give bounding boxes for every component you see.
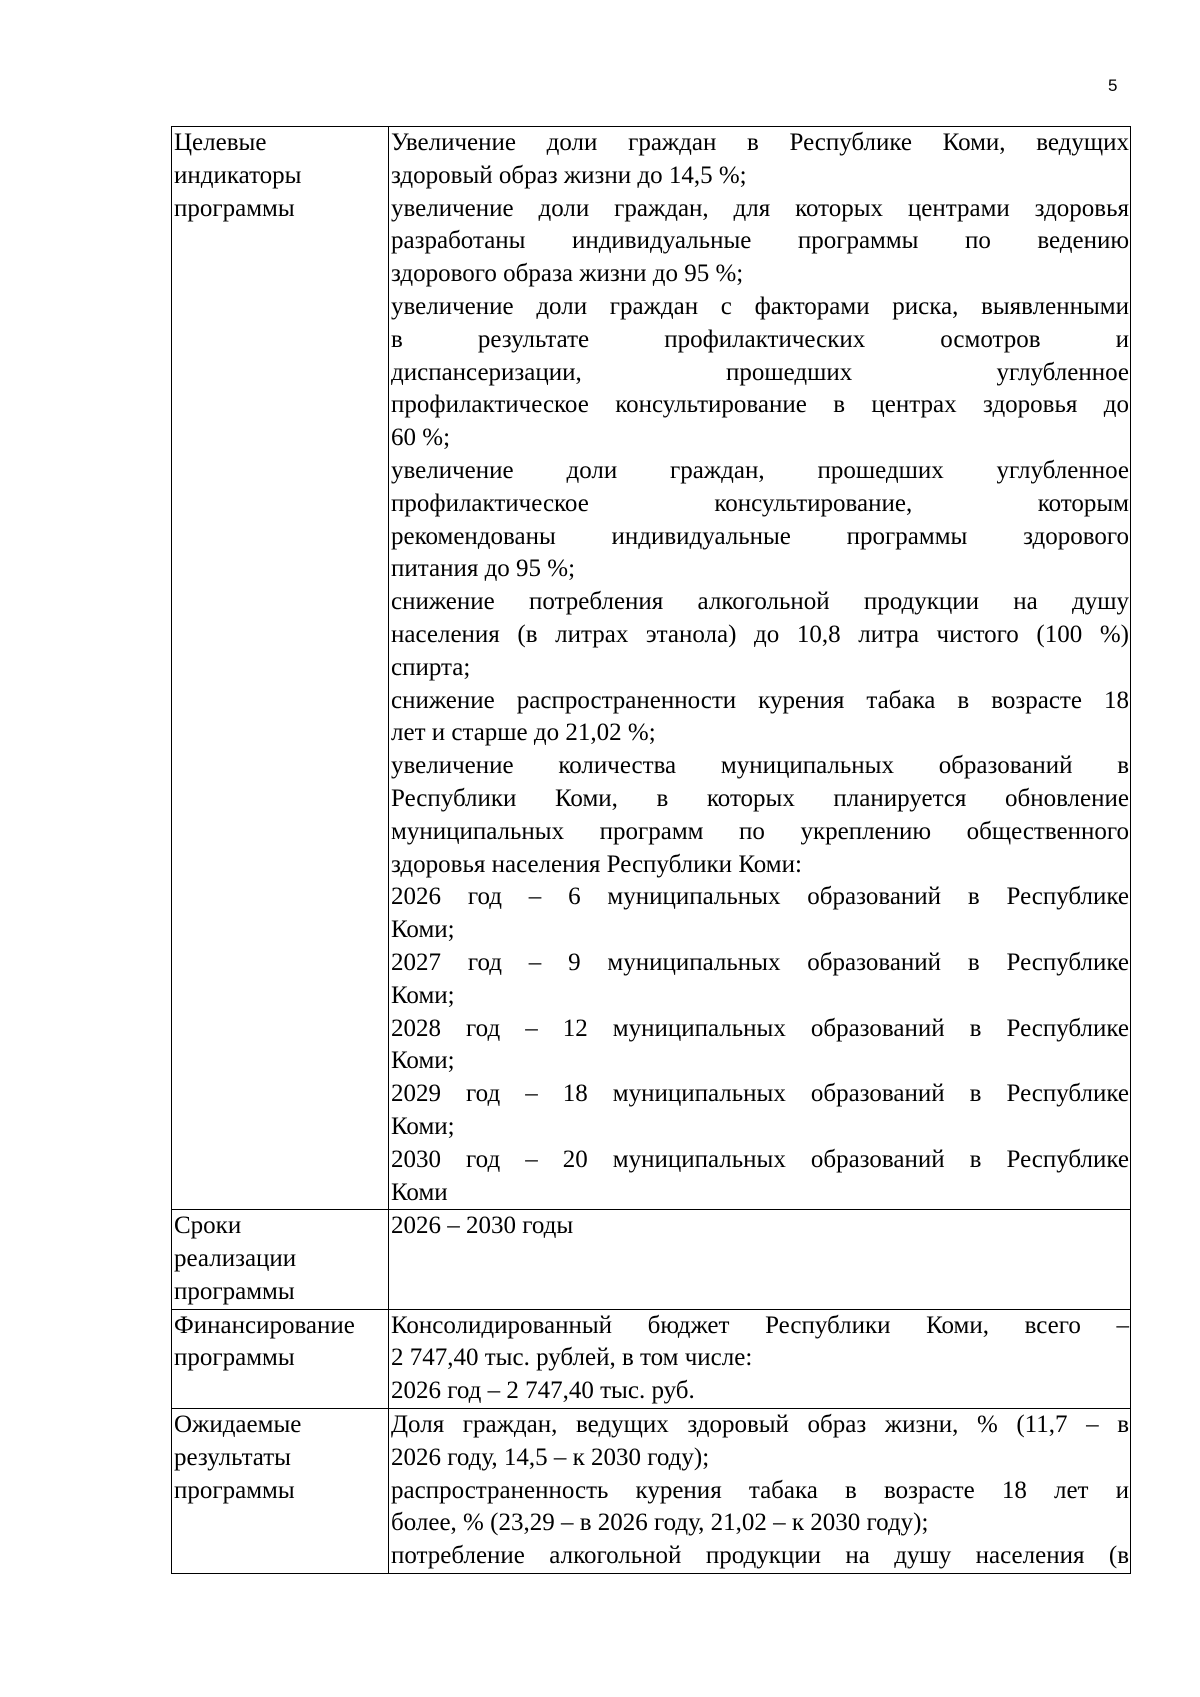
row-value-cell [389,1409,1131,1574]
row-value-line: 2 747,40 тыс. рублей, в том числе: [391,1344,753,1372]
row-value-line: увеличение доли граждан, для которых центрами здоровья [391,194,1129,222]
row-value-line: Коми; [391,1047,455,1075]
row-label-line: Сроки [174,1212,242,1240]
row-value-cell [389,1309,1131,1408]
row-value-line: здоровый образ жизни до 14,5 %; [391,161,747,189]
row-value-line: потребление алкогольной продукции на душу населения (в [391,1542,1129,1570]
row-label-line: программы [174,1344,295,1372]
row-value-cell [389,127,1131,1210]
row-label-line: индикаторы [174,161,302,189]
row-value-line: распространенность курения табака в возрасте 18 лет и [391,1476,1129,1504]
row-value-line: питания до 95 %; [391,555,576,583]
row-value-cell [389,1210,1131,1309]
row-value-line: спирта; [391,653,471,681]
row-value-line: лет и старше до 21,02 %; [391,719,656,747]
row-value-line: увеличение количества муниципальных образований в [391,752,1129,780]
row-label-line: программы [174,1476,295,1504]
row-value-line: Республики Коми, в которых планируется обновление [391,784,1129,812]
row-label-line: программы [174,1277,295,1305]
row-label-line: результаты [174,1443,291,1471]
page-number: 5 [1108,76,1118,95]
row-value-line: Коми [391,1178,448,1206]
table-row-program-financing [172,1309,1131,1408]
row-value-line: Коми; [391,1112,455,1140]
row-label-cell [172,1210,389,1309]
table-row-implementation-period [172,1210,1131,1309]
row-value-line: Консолидированный бюджет Республики Коми, всего – [391,1311,1129,1339]
row-value-line: диспансеризации, прошедших углубленное [391,358,1129,386]
row-label-line: Финансирование [174,1311,355,1339]
row-value-line: 2026 – 2030 годы [391,1212,574,1240]
row-label-line: Целевые [174,129,267,156]
row-value-line: более, % (23,29 – в 2026 году, 21,02 – к 2030 году); [391,1509,929,1537]
row-value-line: 2026 году, 14,5 – к 2030 году); [391,1443,710,1471]
row-value-line: 60 %; [391,424,451,452]
row-value-line: профилактическое консультирование в центрах здоровья до [391,391,1129,419]
row-value-line: Доля граждан, ведущих здоровый образ жизни, % (11,7 – в [391,1411,1129,1439]
row-value-line: населения (в литрах этанола) до 10,8 литра чистого (100 %) [391,620,1129,648]
row-value-line: 2027 год – 9 муниципальных образований в Республике [391,948,1129,976]
row-label-line: реализации [174,1245,297,1273]
row-value-line: в результате профилактических осмотров и [391,325,1129,353]
row-label-cell [172,1409,389,1574]
row-value-line: снижение распространенности курения табака в возрасте 18 [391,686,1129,714]
row-value-line: 2030 год – 20 муниципальных образований в Республике [391,1145,1129,1173]
row-label-line: Ожидаемые [174,1411,302,1439]
row-value-line: Коми; [391,981,455,1009]
row-value-line: Коми; [391,916,455,944]
row-value-line: здорового образа жизни до 95 %; [391,260,744,288]
row-value-line: увеличение доли граждан, прошедших углубленное [391,456,1129,484]
row-value-line: 2026 год – 6 муниципальных образований в Республике [391,883,1129,911]
program-passport-table [171,126,1131,1574]
row-value-line: здоровья населения Республики Коми: [391,850,802,878]
row-value-line: Увеличение доли граждан в Республике Коми, ведущих [391,129,1129,156]
row-value-line: рекомендованы индивидуальные программы здорового [391,522,1129,550]
row-value-line: 2028 год – 12 муниципальных образований в Республике [391,1014,1129,1042]
row-value-line: разработаны индивидуальные программы по ведению [391,227,1129,255]
table-row-expected-results [172,1409,1131,1574]
table-row-target-indicators [172,127,1131,1210]
passport-table-body [172,127,1131,1574]
row-label-cell [172,127,389,1210]
row-value-line: муниципальных программ по укреплению общественного [391,817,1129,845]
row-value-line: снижение потребления алкогольной продукции на душу [391,588,1129,616]
row-value-line: профилактическое консультирование, которым [391,489,1129,517]
row-value-line: 2026 год – 2 747,40 тыс. руб. [391,1377,695,1405]
row-value-line: увеличение доли граждан с факторами риска, выявленными [391,292,1129,320]
row-label-line: программы [174,194,295,222]
row-label-cell [172,1309,389,1408]
row-value-line: 2029 год – 18 муниципальных образований в Республике [391,1080,1129,1108]
